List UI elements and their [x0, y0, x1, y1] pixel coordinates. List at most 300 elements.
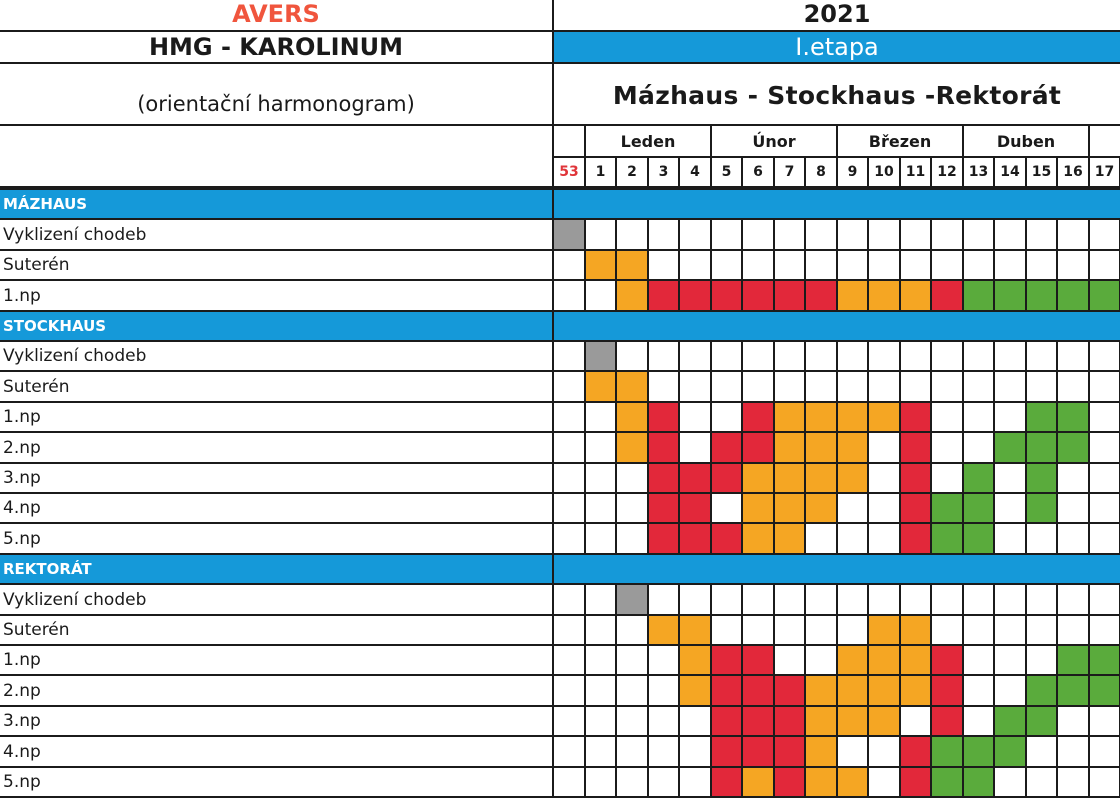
schedule-cell	[962, 614, 995, 646]
schedule-cell	[930, 431, 964, 464]
schedule-cell	[930, 218, 964, 251]
row-label: 5.np	[0, 522, 554, 555]
schedule-cell	[930, 370, 964, 403]
schedule-cell	[552, 218, 586, 251]
schedule-cell	[930, 401, 964, 433]
schedule-cell	[836, 735, 869, 768]
schedule-cell	[867, 340, 901, 372]
schedule-cell	[710, 644, 743, 676]
schedule-cell	[584, 431, 617, 464]
schedule-cell	[741, 644, 775, 676]
row-label: Suterén	[0, 370, 554, 403]
schedule-cell	[584, 370, 617, 403]
schedule-cell	[741, 705, 775, 737]
month-2: Únor	[710, 124, 838, 158]
week-53: 53	[552, 156, 586, 188]
schedule-cell	[741, 431, 775, 464]
schedule-cell	[584, 644, 617, 676]
schedule-cell	[930, 279, 964, 312]
schedule-cell	[584, 340, 617, 372]
schedule-cell	[1088, 462, 1120, 494]
schedule-cell	[993, 674, 1027, 707]
week-5: 5	[710, 156, 743, 188]
schedule-cell	[584, 522, 617, 555]
schedule-cell	[962, 249, 995, 281]
schedule-cell	[647, 614, 680, 646]
schedule-cell	[804, 340, 838, 372]
schedule-cell	[710, 766, 743, 798]
row-label: Vyklizení chodeb	[0, 340, 554, 372]
schedule-cell	[647, 218, 680, 251]
schedule-cell	[552, 279, 586, 312]
schedule-cell	[836, 401, 869, 433]
schedule-cell	[615, 370, 649, 403]
schedule-cell	[1088, 705, 1120, 737]
schedule-cell	[678, 340, 712, 372]
schedule-cell	[741, 218, 775, 251]
schedule-cell	[899, 462, 932, 494]
schedule-cell	[1025, 766, 1058, 798]
month-blank	[552, 124, 586, 158]
schedule-cell	[552, 492, 586, 524]
schedule-cell	[867, 462, 901, 494]
schedule-cell	[741, 462, 775, 494]
schedule-cell	[804, 279, 838, 312]
schedule-cell	[678, 401, 712, 433]
schedule-cell	[647, 674, 680, 707]
schedule-cell	[773, 431, 806, 464]
week-6: 6	[741, 156, 775, 188]
schedule-cell	[836, 583, 869, 616]
schedule-cell	[552, 674, 586, 707]
schedule-cell	[647, 492, 680, 524]
schedule-cell	[584, 249, 617, 281]
schedule-cell	[899, 583, 932, 616]
schedule-cell	[1088, 674, 1120, 707]
schedule-cell	[930, 644, 964, 676]
week-14: 14	[993, 156, 1027, 188]
schedule-cell	[741, 340, 775, 372]
schedule-cell	[678, 279, 712, 312]
schedule-cell	[710, 340, 743, 372]
schedule-cell	[899, 644, 932, 676]
schedule-cell	[1088, 249, 1120, 281]
schedule-cell	[710, 674, 743, 707]
schedule-cell	[552, 644, 586, 676]
schedule-cell	[584, 705, 617, 737]
row-label: Vyklizení chodeb	[0, 218, 554, 251]
schedule-cell	[930, 735, 964, 768]
schedule-cell	[710, 370, 743, 403]
schedule-cell	[836, 705, 869, 737]
row-label: 3.np	[0, 705, 554, 737]
schedule-cell	[867, 522, 901, 555]
schedule-cell	[836, 431, 869, 464]
schedule-cell	[867, 644, 901, 676]
schedule-cell	[836, 340, 869, 372]
schedule-cell	[962, 674, 995, 707]
row-label: 2.np	[0, 431, 554, 464]
schedule-cell	[930, 462, 964, 494]
week-11: 11	[899, 156, 932, 188]
schedule-cell	[678, 218, 712, 251]
week-9: 9	[836, 156, 869, 188]
schedule-cell	[993, 218, 1027, 251]
schedule-cell	[678, 462, 712, 494]
schedule-cell	[867, 401, 901, 433]
schedule-cell	[867, 279, 901, 312]
schedule-cell	[930, 249, 964, 281]
schedule-cell	[962, 522, 995, 555]
schedule-cell	[741, 735, 775, 768]
row-label: Suterén	[0, 249, 554, 281]
schedule-cell	[1056, 614, 1090, 646]
schedule-cell	[647, 705, 680, 737]
schedule-cell	[615, 249, 649, 281]
schedule-cell	[678, 370, 712, 403]
schedule-cell	[1088, 431, 1120, 464]
schedule-cell	[741, 583, 775, 616]
schedule-cell	[1025, 279, 1058, 312]
schedule-cell	[993, 735, 1027, 768]
week-7: 7	[773, 156, 806, 188]
schedule-cell	[647, 431, 680, 464]
schedule-cell	[867, 735, 901, 768]
schedule-cell	[552, 614, 586, 646]
week-2: 2	[615, 156, 649, 188]
stage-title: Mázhaus - Stockhaus -Rektorát	[552, 62, 1120, 128]
schedule-cell	[615, 614, 649, 646]
schedule-cell	[899, 522, 932, 555]
schedule-cell	[615, 583, 649, 616]
schedule-cell	[710, 401, 743, 433]
schedule-cell	[1056, 766, 1090, 798]
schedule-cell	[1025, 340, 1058, 372]
schedule-cell	[710, 735, 743, 768]
schedule-cell	[899, 674, 932, 707]
schedule-cell	[1025, 735, 1058, 768]
schedule-cell	[1056, 218, 1090, 251]
schedule-cell	[930, 614, 964, 646]
section-header: MÁZHAUS	[0, 188, 554, 220]
schedule-cell	[1056, 340, 1090, 372]
schedule-cell	[615, 735, 649, 768]
schedule-cell	[930, 705, 964, 737]
schedule-cell	[836, 279, 869, 312]
schedule-cell	[678, 644, 712, 676]
schedule-cell	[647, 401, 680, 433]
section-bar	[552, 553, 1120, 585]
schedule-cell	[867, 370, 901, 403]
schedule-cell	[678, 674, 712, 707]
schedule-cell	[584, 279, 617, 312]
schedule-cell	[647, 735, 680, 768]
schedule-cell	[962, 583, 995, 616]
schedule-cell	[1025, 492, 1058, 524]
schedule-cell	[836, 644, 869, 676]
schedule-cell	[584, 614, 617, 646]
schedule-cell	[962, 431, 995, 464]
month-3: Březen	[836, 124, 964, 158]
company-name: AVERS	[0, 0, 554, 32]
schedule-cell	[836, 218, 869, 251]
section-header: STOCKHAUS	[0, 310, 554, 342]
schedule-cell	[804, 705, 838, 737]
schedule-cell	[615, 279, 649, 312]
schedule-cell	[552, 340, 586, 372]
schedule-cell	[647, 766, 680, 798]
schedule-cell	[678, 492, 712, 524]
schedule-cell	[773, 705, 806, 737]
schedule-cell	[773, 340, 806, 372]
schedule-cell	[1088, 614, 1120, 646]
schedule-cell	[899, 340, 932, 372]
schedule-cell	[899, 370, 932, 403]
row-label: 1.np	[0, 644, 554, 676]
schedule-cell	[773, 583, 806, 616]
schedule-cell	[741, 614, 775, 646]
schedule-cell	[930, 522, 964, 555]
schedule-cell	[647, 583, 680, 616]
schedule-cell	[993, 766, 1027, 798]
schedule-cell	[678, 735, 712, 768]
schedule-cell	[993, 249, 1027, 281]
schedule-cell	[836, 370, 869, 403]
row-label: 2.np	[0, 674, 554, 707]
schedule-cell	[710, 462, 743, 494]
schedule-cell	[773, 644, 806, 676]
schedule-cell	[1056, 370, 1090, 403]
project-title: HMG - KAROLINUM	[0, 30, 554, 64]
schedule-cell	[899, 218, 932, 251]
schedule-cell	[1088, 218, 1120, 251]
week-1: 1	[584, 156, 617, 188]
week-13: 13	[962, 156, 995, 188]
schedule-cell	[930, 583, 964, 616]
schedule-cell	[1025, 522, 1058, 555]
schedule-cell	[741, 401, 775, 433]
schedule-cell	[993, 614, 1027, 646]
schedule-cell	[930, 766, 964, 798]
schedule-cell	[584, 674, 617, 707]
schedule-cell	[710, 279, 743, 312]
row-label: 5.np	[0, 766, 554, 798]
schedule-cell	[552, 735, 586, 768]
schedule-cell	[773, 674, 806, 707]
schedule-cell	[867, 614, 901, 646]
schedule-cell	[899, 766, 932, 798]
schedule-cell	[710, 431, 743, 464]
schedule-cell	[867, 431, 901, 464]
schedule-cell	[836, 614, 869, 646]
schedule-cell	[1025, 462, 1058, 494]
schedule-cell	[993, 431, 1027, 464]
schedule-cell	[615, 522, 649, 555]
schedule-cell	[615, 705, 649, 737]
row-label: 1.np	[0, 279, 554, 312]
schedule-cell	[773, 492, 806, 524]
schedule-cell	[930, 492, 964, 524]
etapa-title: I.etapa	[552, 30, 1120, 64]
schedule-cell	[741, 492, 775, 524]
schedule-cell	[962, 735, 995, 768]
week-17: 17	[1088, 156, 1120, 188]
schedule-cell	[615, 431, 649, 464]
month-1: Leden	[584, 124, 712, 158]
schedule-cell	[773, 218, 806, 251]
week-3: 3	[647, 156, 680, 188]
schedule-cell	[678, 705, 712, 737]
schedule-cell	[962, 462, 995, 494]
schedule-cell	[804, 674, 838, 707]
schedule-cell	[1056, 492, 1090, 524]
schedule-cell	[1088, 401, 1120, 433]
schedule-cell	[962, 766, 995, 798]
schedule-cell	[993, 583, 1027, 616]
schedule-cell	[1088, 766, 1120, 798]
schedule-cell	[836, 766, 869, 798]
schedule-cell	[741, 766, 775, 798]
schedule-cell	[867, 674, 901, 707]
schedule-cell	[1056, 279, 1090, 312]
schedule-cell	[552, 583, 586, 616]
schedule-cell	[962, 492, 995, 524]
label-header-blank	[0, 124, 554, 188]
schedule-cell	[1025, 583, 1058, 616]
schedule-cell	[867, 249, 901, 281]
schedule-cell	[1025, 431, 1058, 464]
schedule-cell	[1025, 705, 1058, 737]
schedule-cell	[552, 522, 586, 555]
schedule-cell	[584, 735, 617, 768]
schedule-cell	[1088, 370, 1120, 403]
schedule-cell	[552, 462, 586, 494]
schedule-cell	[584, 583, 617, 616]
schedule-cell	[552, 370, 586, 403]
schedule-cell	[741, 279, 775, 312]
schedule-cell	[615, 492, 649, 524]
schedule-cell	[710, 249, 743, 281]
schedule-cell	[867, 705, 901, 737]
schedule-cell	[741, 674, 775, 707]
schedule-cell	[1025, 674, 1058, 707]
schedule-cell	[773, 614, 806, 646]
schedule-cell	[804, 583, 838, 616]
schedule-cell	[773, 370, 806, 403]
schedule-cell	[804, 492, 838, 524]
schedule-cell	[615, 218, 649, 251]
schedule-cell	[1025, 644, 1058, 676]
schedule-cell	[1025, 370, 1058, 403]
row-label: 3.np	[0, 462, 554, 494]
schedule-cell	[867, 218, 901, 251]
schedule-cell	[993, 370, 1027, 403]
schedule-cell	[552, 766, 586, 798]
section-bar	[552, 310, 1120, 342]
schedule-cell	[962, 279, 995, 312]
schedule-cell	[584, 462, 617, 494]
schedule-cell	[1056, 735, 1090, 768]
schedule-cell	[1088, 735, 1120, 768]
schedule-cell	[647, 279, 680, 312]
schedule-cell	[741, 522, 775, 555]
week-12: 12	[930, 156, 964, 188]
schedule-cell	[804, 462, 838, 494]
schedule-cell	[552, 401, 586, 433]
schedule-cell	[552, 705, 586, 737]
schedule-cell	[804, 249, 838, 281]
schedule-cell	[1056, 644, 1090, 676]
schedule-cell	[899, 735, 932, 768]
schedule-cell	[804, 735, 838, 768]
schedule-cell	[962, 218, 995, 251]
schedule-cell	[710, 705, 743, 737]
schedule-cell	[804, 766, 838, 798]
schedule-cell	[584, 218, 617, 251]
schedule-cell	[773, 522, 806, 555]
schedule-cell	[804, 401, 838, 433]
week-16: 16	[1056, 156, 1090, 188]
schedule-cell	[773, 249, 806, 281]
schedule-cell	[647, 340, 680, 372]
schedule-cell	[1056, 705, 1090, 737]
schedule-cell	[836, 674, 869, 707]
week-8: 8	[804, 156, 838, 188]
schedule-cell	[773, 401, 806, 433]
schedule-cell	[773, 766, 806, 798]
schedule-cell	[962, 401, 995, 433]
schedule-cell	[615, 462, 649, 494]
schedule-cell	[804, 614, 838, 646]
schedule-cell	[930, 340, 964, 372]
row-label: 4.np	[0, 735, 554, 768]
schedule-cell	[899, 279, 932, 312]
schedule-cell	[962, 644, 995, 676]
schedule-cell	[899, 705, 932, 737]
schedule-cell	[710, 492, 743, 524]
schedule-cell	[962, 705, 995, 737]
schedule-cell	[773, 735, 806, 768]
schedule-cell	[993, 522, 1027, 555]
schedule-cell	[993, 340, 1027, 372]
schedule-cell	[1056, 583, 1090, 616]
schedule-cell	[899, 249, 932, 281]
schedule-cell	[615, 644, 649, 676]
schedule-cell	[647, 644, 680, 676]
schedule-cell	[1025, 401, 1058, 433]
schedule-cell	[584, 766, 617, 798]
schedule-cell	[804, 644, 838, 676]
schedule-cell	[836, 249, 869, 281]
schedule-cell	[1025, 218, 1058, 251]
schedule-cell	[867, 583, 901, 616]
schedule-cell	[741, 370, 775, 403]
schedule-cell	[678, 614, 712, 646]
schedule-cell	[993, 705, 1027, 737]
schedule-cell	[804, 218, 838, 251]
schedule-cell	[1088, 340, 1120, 372]
schedule-cell	[899, 492, 932, 524]
schedule-cell	[962, 370, 995, 403]
schedule-cell	[741, 249, 775, 281]
row-label: Vyklizení chodeb	[0, 583, 554, 616]
schedule-cell	[804, 370, 838, 403]
schedule-cell	[993, 462, 1027, 494]
schedule-cell	[804, 522, 838, 555]
schedule-cell	[1056, 249, 1090, 281]
schedule-cell	[804, 431, 838, 464]
schedule-cell	[1056, 401, 1090, 433]
